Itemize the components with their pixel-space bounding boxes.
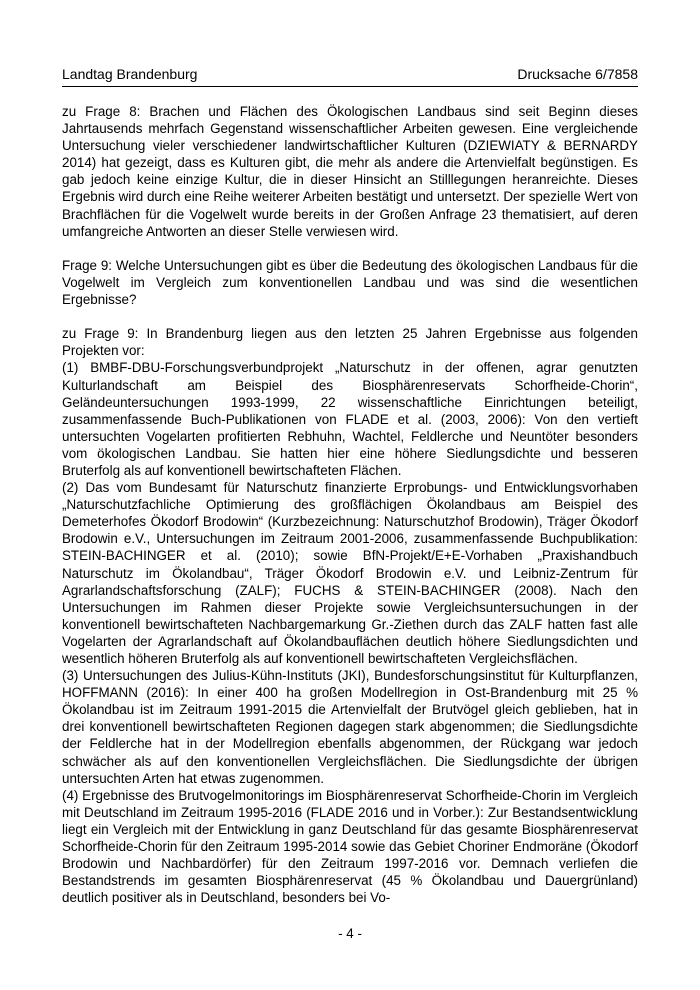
- answer-9-item-1: (1) BMBF-DBU-Forschungsverbundprojekt „Naturschutz in der offenen, agrar genutzten Kulturlandschaft am Beispiel des Biosphärenreservats Schorfheide-Chorin“, Geländeuntersuchungen 1993-1999, 22 wissenschaftliche Einrichtungen beteiligt, zusammenfassende Buch-Publikationen von FLADE et al. (2003, 2006): Von den vertieft untersuchten Vogelarten profitierten Rebhuhn, Wachtel, Feldlerche und Neuntöter besonders vom ökologischen Landbau. Sie hatten hier eine höhere Siedlungsdichte und besseren Bruterfolg als auf konventionell bewirtschafteten Flächen.: [62, 360, 638, 478]
- header-document-number: Drucksache 6/7858: [517, 66, 638, 82]
- question-9-paragraph: Frage 9: Welche Untersuchungen gibt es über die Bedeutung des ökologischen Landbaus für die Vogelwelt im Vergleich zum konventionellen Landbau und was sind die wesentlichen Ergebnisse?: [62, 257, 638, 308]
- page-header: [62, 64, 638, 87]
- answer-9-item-4: (4) Ergebnisse des Brutvogelmonitorings im Biosphärenreservat Schorfheide-Chorin im Vergleich mit Deutschland im Zeitraum 1995-2016 (FLADE 2016 und in Vorber.): Zur Bestandsentwicklung liegt ein Vergleich mit der Entwicklung in ganz Deutschland für das gesamte Biosphärenreservat Schorfheide-Chorin für den Zeitraum 1995-2014 sowie das Gebiet Choriner Endmoräne (Ökodorf Brodowin und Nachbardörfer) für den Zeitraum 1997-2016 vor. Demnach verliefen die Bestandstrends im gesamten Biosphärenreservat (45 % Ökolandbau und Dauergrünland) deutlich positiver als in Deutschland, besonders bei Vo-: [62, 787, 638, 906]
- answer-9-intro: zu Frage 9: In Brandenburg liegen aus den letzten 25 Jahren Ergebnisse aus folgenden Projekten vor:: [62, 326, 638, 359]
- answer-9-item-2: (2) Das vom Bundesamt für Naturschutz finanzierte Erprobungs- und Entwicklungsvorhaben „Naturschutzfachliche Optimierung des großflächigen Ökolandbaus am Beispiel des Demeterhofes Ökodorf Brodowin“ (Kurzbezeichnung: Naturschutzhof Brodowin), Träger Ökodorf Brodowin e.V., Untersuchungen im Zeitraum 2001-2006, zusammenfassende Buchpublikation: STEIN-BACHINGER et al. (2010); sowie BfN-Projekt/E+E-Vorhaben „Praxishandbuch Naturschutz im Ökolandbau“, Träger Ökodorf Brodowin e.V. und Leibniz-Zentrum für Agrarlandschaftsforschung (ZALF); FUCHS & STEIN-BACHINGER (2008). Nach den Untersuchungen im Rahmen dieser Projekte sowie Vergleichsuntersuchungen in der konventionell bewirtschafteten Nachbargemarkung Gr.-Ziethen durch das ZALF hatten fast alle Vogelarten der Agrarlandschaft auf Ökolandbauflächen deutlich höhere Siedlungsdichten und wesentlich höheren Bruterfolg als auf konventionell bewirtschafteten Vergleichsflächen.: [62, 480, 638, 666]
- header-parliament-name: Landtag Brandenburg: [62, 66, 198, 82]
- answer-8-paragraph: zu Frage 8: Brachen und Flächen des Ökologischen Landbaus sind seit Beginn dieses Jahrtausends mehrfach Gegenstand wissenschaftlicher Arbeiten gewesen. Eine vergleichende Untersuchung vieler verschiedener landwirtschaftlicher Kulturen (DZIEWIATY & BERNARDY 2014) hat gezeigt, dass es Kulturen gibt, die mehr als andere die Artenvielfalt begünstigen. Es gab jedoch keine einzige Kultur, die in dieser Hinsicht an Stilllegungen heranreichte. Dieses Ergebnis wird durch eine Reihe weiterer Arbeiten bestätigt und untersetzt. Der spezielle Wert von Brachflächen für die Vogelwelt wurde bereits in der Großen Anfrage 23 thematisiert, auf deren umfangreiche Antworten an dieser Stelle verwiesen wird.: [62, 104, 638, 239]
- answer-9-item-3: (3) Untersuchungen des Julius-Kühn-Instituts (JKI), Bundesforschungsinstitut für Kulturpflanzen, HOFFMANN (2016): In einer 400 ha großen Modellregion in Ost-Brandenburg mit 25 % Ökolandbau ist im Zeitraum 1991-2015 die Artenvielfalt der Brutvögel gleich geblieben, hat in drei konventionell bewirtschafteten Regionen dagegen stark abgenommen; die Siedlungsdichte der Feldlerche hat in der Modellregion ebenfalls abgenommen, der Rückgang war jedoch schwächer als auf den konventionellen Vergleichsflächen. Die Siedlungsdichte der übrigen untersuchten Arten hat etwas zugenommen.: [62, 668, 638, 786]
- page-number: - 4 -: [338, 926, 362, 941]
- document-body: [62, 103, 638, 906]
